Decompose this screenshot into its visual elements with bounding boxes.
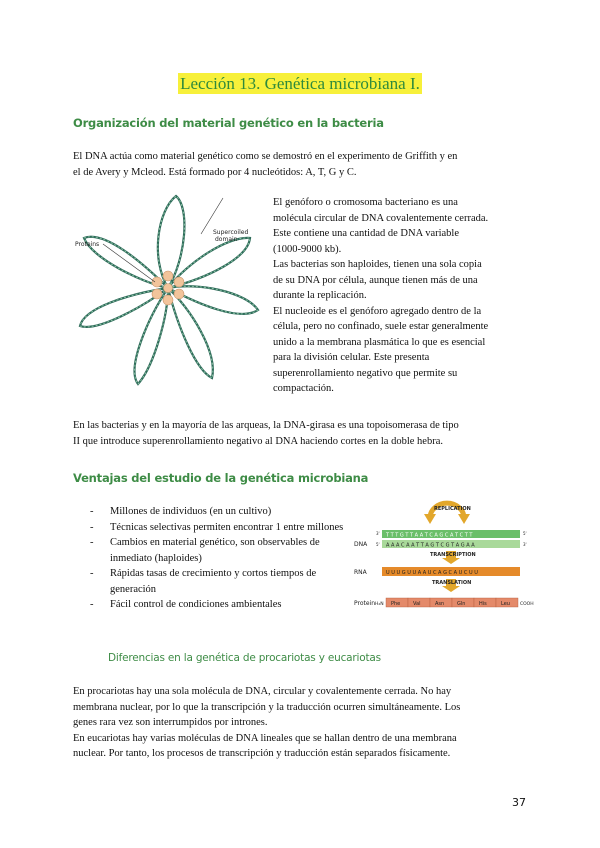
dna-label: DNA [354, 541, 368, 548]
difference-line: genes rara vez son interrumpidos por intrones. [73, 717, 268, 728]
bacterial-chromosome-figure [73, 190, 263, 400]
side-line: molécula circular de DNA covalentemente cerrada. [273, 212, 489, 224]
side-line: Este contiene una cantidad de DNA variable [273, 228, 460, 239]
central-dogma-figure [352, 488, 537, 628]
c-terminus: COOH [520, 602, 534, 607]
rna-label: RNA [354, 569, 367, 576]
dna-top-sequence: T T T G T T A A T C A G C A T C T T [386, 532, 473, 539]
intro-paragraph [73, 149, 533, 180]
proteins-label: Proteins [75, 241, 100, 248]
supercoiled-label: Supercoiled [213, 229, 249, 236]
replication-label: REPLICATION [434, 506, 471, 512]
page-number: 37 [512, 796, 526, 809]
translation-label: TRANSLATION [432, 580, 472, 586]
after-line: II que introduce superenrollamiento negativo al DNA haciendo cortes en la doble hebra. [73, 435, 443, 447]
transcription-label: TRANSCRIPTION [430, 552, 476, 558]
side-line: compactación. [273, 383, 334, 394]
dna-bottom-5prime: 5' [376, 542, 380, 547]
difference-line: En eucariotas hay varias moléculas de DNA lineales que se hallan dentro de una membrana [73, 732, 457, 744]
side-line: Las bacterias son haploides, tienen una sola copia [273, 259, 482, 270]
protein-label: Protein [354, 600, 376, 607]
rna-sequence: U U U G U U A A U C A G C A U C U U [386, 570, 478, 576]
side-line: (1000-9000 kb). [273, 243, 342, 255]
intro-line: El DNA actúa como material genético como se demostró en el experimento de Griffith y en [73, 151, 458, 162]
side-line: para la división celular. Este presenta [273, 352, 430, 363]
section-heading-organization: Organización del material genético en la bacteria [73, 116, 384, 130]
dna-loop [168, 288, 213, 378]
list-item: - Fácil control de condiciones ambientales [90, 597, 348, 613]
amino-acid-label: Asn [435, 601, 445, 607]
differences-paragraph [73, 684, 543, 762]
list-item: - Cambios en material genético, son observables de inmediato (haploides) [90, 535, 348, 566]
section-heading-differences: Diferencias en la genética de procariotas y eucariotas [108, 652, 381, 664]
list-item: - Millones de individuos (en un cultivo) [90, 504, 348, 520]
list-item: - Técnicas selectivas permiten encontrar 1 entre millones [90, 520, 348, 536]
dna-top-5prime: 5' [523, 531, 527, 536]
side-line: de su DNA por célula, aunque tienen más de una [273, 274, 478, 286]
chromosome-description [273, 195, 543, 397]
advantages-list [90, 504, 348, 613]
side-line: El nucleoide es el genóforo agregado dentro de la [273, 305, 482, 317]
side-line: superenrollamiento negativo que permite su [273, 367, 458, 379]
difference-line: En procariotas hay una sola molécula de DNA, circular y covalentemente cerrada. No hay [73, 686, 452, 697]
side-line: célula, pero no confinado, suele estar generalmente [273, 321, 489, 332]
amino-acid-label: Gln [457, 601, 466, 607]
amino-acid-label: Val [413, 601, 421, 607]
difference-line: membrana nuclear, por lo que la transcripción y la traducción ocurren simultáneamente. Los [73, 701, 461, 713]
dna-loop [135, 288, 168, 384]
page-title-text: Lección 13. Genética microbiana I. [180, 74, 420, 93]
side-line: El genóforo o cromosoma bacteriano es una [273, 197, 458, 208]
side-line: unido a la membrana plasmática lo que es esencial [273, 336, 486, 348]
amino-acid-label: Leu [501, 601, 510, 607]
amino-acid-label: Phe [391, 601, 401, 607]
page-title [0, 74, 600, 94]
gyrase-paragraph [73, 418, 543, 449]
list-item: - Rápidas tasas de crecimiento y cortos tiempos de generación [90, 566, 348, 597]
section-heading-advantages: Ventajas del estudio de la genética microbiana [73, 471, 369, 485]
protein-chain [386, 598, 518, 607]
intro-line: el de Avery y Mcleod. Está formado por 4 nucleótidos: A, T, G y C. [73, 166, 357, 178]
dna-bottom-sequence: A A A C A A T T A G T C G T A G A A [386, 542, 475, 549]
amino-acid-label: His [479, 601, 487, 607]
difference-line: nuclear. Por tanto, los procesos de transcripción y traducción están separados físicamente. [73, 748, 451, 759]
n-terminus: H₂N [375, 602, 384, 607]
after-line: En las bacterias y en la mayoría de las arqueas, la DNA-girasa es una topoisomerasa de tipo [73, 420, 459, 431]
domain-label: domain [215, 236, 238, 243]
dna-bottom-3prime: 3' [523, 542, 527, 547]
dna-top-3prime: 3' [376, 531, 380, 536]
side-line: durante la replicación. [273, 290, 367, 301]
